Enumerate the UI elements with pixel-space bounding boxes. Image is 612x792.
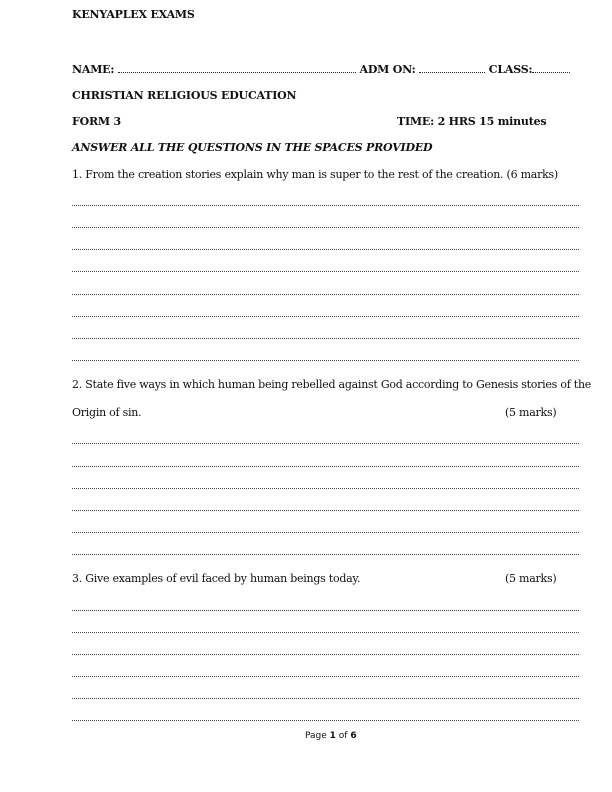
student-info-row: [72, 63, 570, 76]
time-label: TIME: 2 HRS 15 minutes: [397, 115, 547, 128]
page-number: [305, 731, 357, 741]
answer-line[interactable]: [72, 205, 579, 206]
answer-line[interactable]: [72, 488, 579, 489]
name-field[interactable]: [118, 63, 356, 73]
answer-line[interactable]: [72, 316, 579, 317]
question-2-text-line2: Origin of sin.: [72, 406, 142, 419]
answer-line[interactable]: [72, 532, 579, 533]
class-label: CLASS:: [488, 63, 533, 76]
question-1-text: 1. From the creation stories explain why man is super to the rest of the creation. (6 marks): [72, 168, 558, 181]
answer-line[interactable]: [72, 610, 579, 611]
answer-line[interactable]: [72, 249, 579, 250]
answer-line[interactable]: [72, 466, 579, 467]
answer-line[interactable]: [72, 271, 579, 272]
answer-line[interactable]: [72, 510, 579, 511]
answer-line[interactable]: [72, 338, 579, 339]
answer-line[interactable]: [72, 698, 579, 699]
answer-line[interactable]: [72, 720, 579, 721]
adm-label: ADM ON:: [359, 63, 416, 76]
page-total: 6: [350, 731, 357, 741]
question-2-text-line1: 2. State five ways in which human being rebelled against God according to Genesis stories of the: [72, 378, 592, 391]
answer-line[interactable]: [72, 227, 579, 228]
subject-title: CHRISTIAN RELIGIOUS EDUCATION: [72, 89, 297, 102]
answer-line[interactable]: [72, 554, 579, 555]
question-3-marks: (5 marks): [505, 572, 557, 585]
adm-field[interactable]: [419, 63, 485, 73]
name-label: NAME:: [72, 63, 115, 76]
form-label: FORM 3: [72, 115, 121, 128]
institution-title: KENYAPLEX EXAMS: [72, 8, 195, 21]
answer-line[interactable]: [72, 294, 579, 295]
instructions: ANSWER ALL THE QUESTIONS IN THE SPACES PROVIDED: [72, 141, 433, 154]
answer-line[interactable]: [72, 676, 579, 677]
answer-line[interactable]: [72, 654, 579, 655]
answer-line[interactable]: [72, 360, 579, 361]
answer-line[interactable]: [72, 443, 579, 444]
question-2-marks: (5 marks): [505, 406, 557, 419]
class-field[interactable]: [532, 63, 570, 73]
page-prefix: Page: [305, 731, 330, 741]
question-3-text: 3. Give examples of evil faced by human beings today.: [72, 572, 361, 585]
page-sep: of: [335, 731, 351, 741]
page-current: 1: [329, 731, 336, 741]
answer-line[interactable]: [72, 632, 579, 633]
